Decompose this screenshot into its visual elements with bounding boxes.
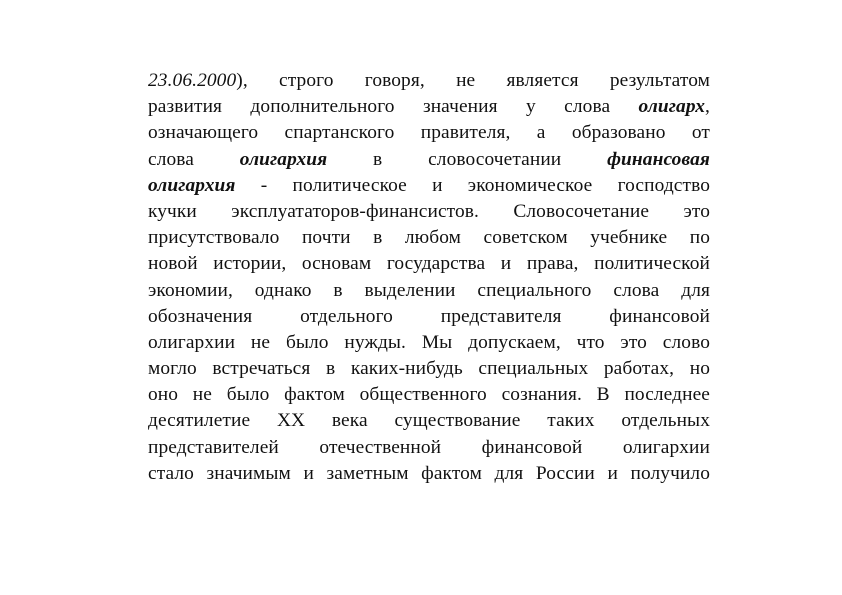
text-fragment: в словосочетании xyxy=(327,148,608,170)
body-paragraph xyxy=(148,68,710,487)
text-line: стало значимым и заметным фактом для России и получило xyxy=(148,462,710,484)
emphasized-term: олигарх xyxy=(638,96,706,118)
text-line xyxy=(148,68,710,94)
text-fragment: развития дополнительного значения у слова xyxy=(148,96,639,118)
text-fragment: , xyxy=(705,96,710,118)
text-line: обозначения отдельного представителя финансовой xyxy=(148,305,710,327)
emphasized-term: финансовая xyxy=(607,148,710,170)
text-line: оно не было фактом общественного сознания. В последнее xyxy=(148,384,710,406)
text-fragment: ), строго говоря, не является результатом xyxy=(236,70,710,91)
text-line: экономии, однако в выделении специального слова для xyxy=(148,279,710,301)
text-line: означающего спартанского правителя, а образовано от xyxy=(148,122,710,144)
emphasized-term: олигархия xyxy=(148,174,236,196)
text-line: присутствовало почти в любом советском учебнике по xyxy=(148,227,710,249)
text-line: десятилетие XX века существование таких отдельных xyxy=(148,410,710,432)
text-line: представителей отечественной финансовой олигархии xyxy=(148,436,710,458)
text-line xyxy=(148,147,710,173)
text-fragment: слова xyxy=(148,148,240,170)
text-line xyxy=(148,94,710,120)
text-fragment: - политическое и экономическое господство xyxy=(235,174,710,196)
text-line: кучки эксплуататоров-финансистов. Словосочетание это xyxy=(148,200,710,222)
text-line: новой истории, основам государства и права, политической xyxy=(148,253,710,275)
emphasized-term: олигархия xyxy=(239,148,328,170)
text-line: могло встречаться в каких-нибудь специальных работах, но xyxy=(148,358,710,380)
text-line xyxy=(148,173,710,199)
date-reference: 23.06.2000 xyxy=(148,70,237,91)
text-line: олигархии не было нужды. Мы допускаем, что это слово xyxy=(148,331,710,353)
